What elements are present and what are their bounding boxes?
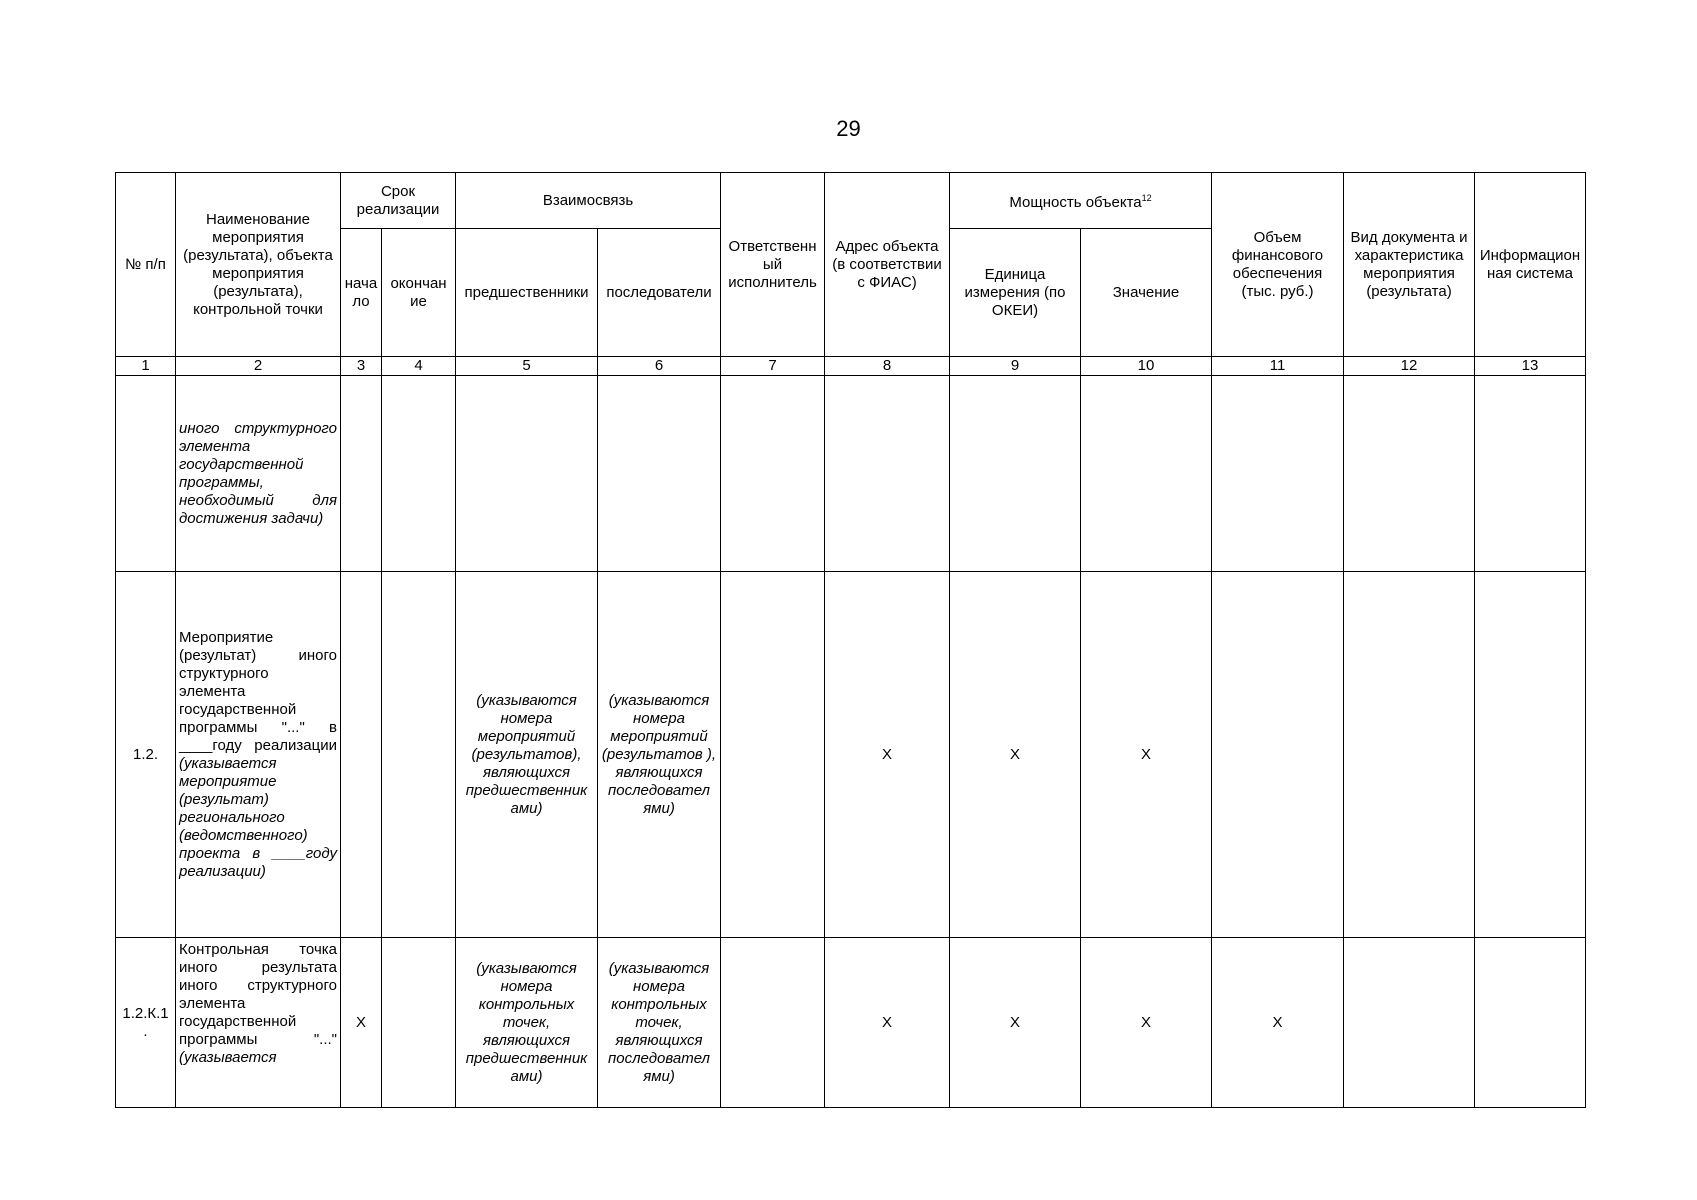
row-name-text: Контрольная точка иного результата иного структурного элемента государственной программы "..." xyxy=(179,940,337,1048)
column-number: 12 xyxy=(1344,357,1475,376)
header-responsible: Ответственн ый исполнитель xyxy=(721,173,825,357)
header-srok-end: окончан ие xyxy=(382,229,456,357)
row-name xyxy=(176,572,341,938)
header-address: Адрес объекта (в соответствии с ФИАС) xyxy=(825,173,950,357)
header-name: Наименование мероприятия (результата), объекта мероприятия (результата), контрольной точки xyxy=(176,173,341,357)
column-number: 2 xyxy=(176,357,341,376)
column-number: 5 xyxy=(456,357,598,376)
row-predecessors: (указываются номера мероприятий (результатов), являющихся предшественник ами) xyxy=(456,572,598,938)
row-name xyxy=(176,938,341,1108)
column-number: 11 xyxy=(1212,357,1344,376)
row-name xyxy=(176,376,341,572)
header-srok: Срок реализации xyxy=(341,173,456,229)
row-number xyxy=(116,376,176,572)
header-info-system: Информацион ная система xyxy=(1475,173,1586,357)
column-number: 7 xyxy=(721,357,825,376)
header-unit: Единица измерения (по ОКЕИ) xyxy=(950,229,1081,357)
header-finance: Объем финансового обеспечения (тыс. руб.) xyxy=(1212,173,1344,357)
header-srok-start: нача ло xyxy=(341,229,382,357)
header-vzaimosvyaz: Взаимосвязь xyxy=(456,173,721,229)
column-number: 13 xyxy=(1475,357,1586,376)
column-number: 10 xyxy=(1081,357,1212,376)
header-capacity xyxy=(950,173,1212,229)
header-capacity-label: Мощность объекта xyxy=(1009,194,1142,211)
column-number: 4 xyxy=(382,357,456,376)
table-row xyxy=(116,938,1586,1108)
row-name-text: Мероприятие (результат) иного структурного элемента государственной программы "..." в ____году реализации xyxy=(179,628,337,754)
header-followers: последователи xyxy=(598,229,721,357)
column-number: 9 xyxy=(950,357,1081,376)
header-value: Значение xyxy=(1081,229,1212,357)
column-number: 8 xyxy=(825,357,950,376)
column-number: 6 xyxy=(598,357,721,376)
header-predecessors: предшественники xyxy=(456,229,598,357)
column-number: 1 xyxy=(116,357,176,376)
page-number: 29 xyxy=(836,116,861,141)
row-value: X xyxy=(1081,938,1212,1108)
row-followers: (указываются номера мероприятий (результатов ), являющихся последовател ями) xyxy=(598,572,721,938)
row-value: X xyxy=(1081,572,1212,938)
row-name-italic: иного структурного элемента государственной программы, необходимый для достижения задачи) xyxy=(179,419,337,527)
header-number: № п/п xyxy=(116,173,176,357)
row-unit: X xyxy=(950,938,1081,1108)
column-number-row xyxy=(116,357,1586,376)
header-doc-type: Вид документа и характеристика мероприятия (результата) xyxy=(1344,173,1475,357)
table-row xyxy=(116,376,1586,572)
row-name-italic: (указывается xyxy=(179,1048,277,1066)
footnote-marker: 12 xyxy=(1141,193,1152,203)
row-number: 1.2. xyxy=(116,572,176,938)
table-row xyxy=(116,572,1586,938)
column-number: 3 xyxy=(341,357,382,376)
row-address: X xyxy=(825,938,950,1108)
row-address: X xyxy=(825,572,950,938)
row-unit: X xyxy=(950,572,1081,938)
row-predecessors: (указываются номера контрольных точек, являющихся предшественник ами) xyxy=(456,938,598,1108)
row-start: X xyxy=(341,938,382,1108)
row-name-italic: (указывается мероприятие (результат) регионального (ведомственного) проекта в ____году реализации) xyxy=(179,754,337,880)
row-number: 1.2.К.1 . xyxy=(116,938,176,1108)
row-finance: X xyxy=(1212,938,1344,1108)
row-followers: (указываются номера контрольных точек, являющихся последовател ями) xyxy=(598,938,721,1108)
plan-table xyxy=(115,172,1586,1108)
